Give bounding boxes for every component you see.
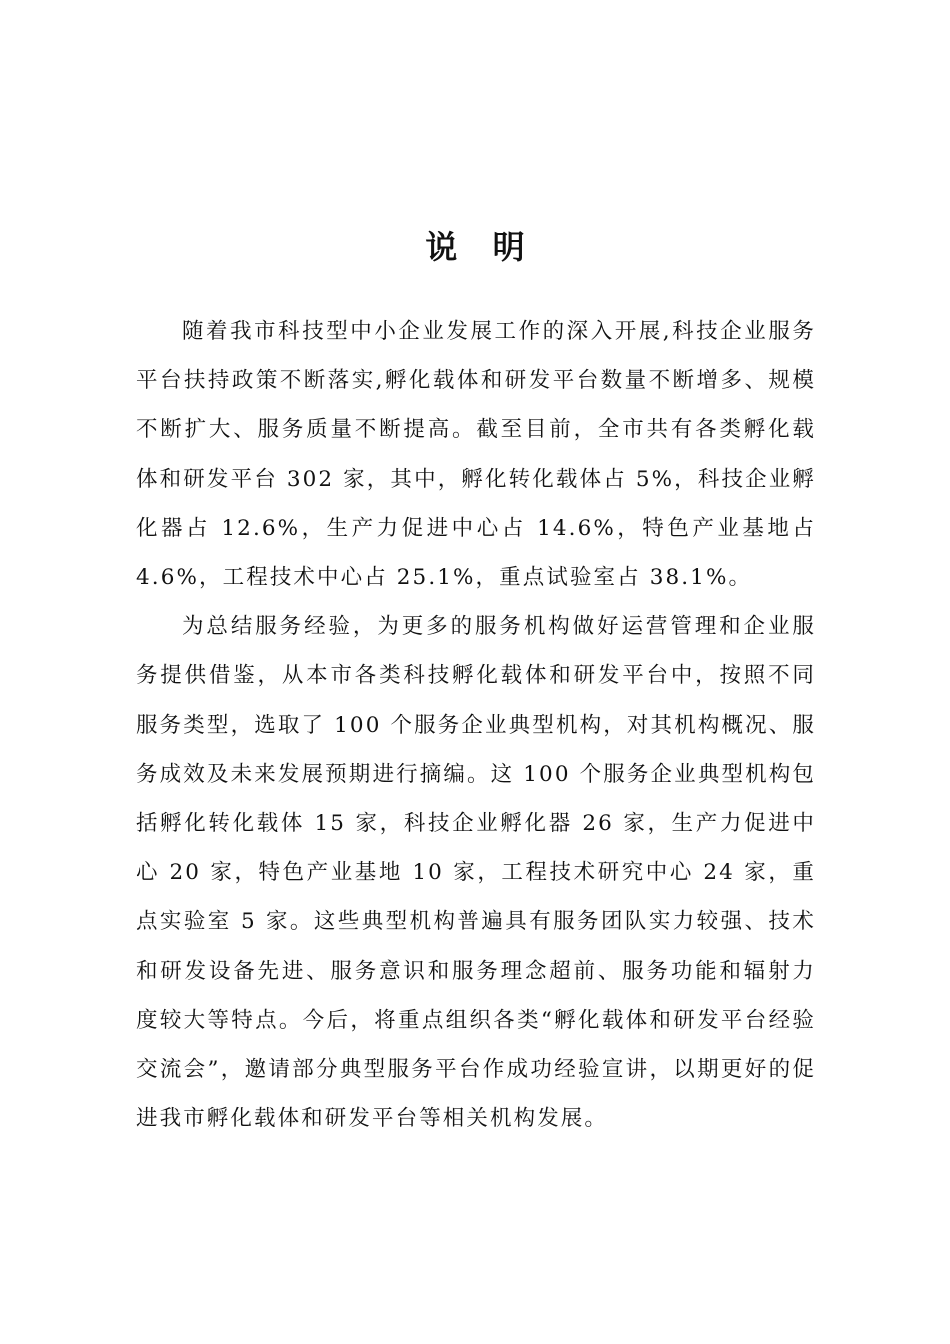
document-title: 说 明	[425, 228, 537, 267]
paragraph-1: 随着我市科技型中小企业发展工作的深入开展,科技企业服务平台扶持政策不断落实,孵化载体和研发平台数量不断增多、规模不断扩大、服务质量不断提高。截至目前，全市共有各类孵化载体和研发平台 302 家，其中，孵化转化载体占 5%，科技企业孵化器占 12.6%，生产力促进中心占 14.6%，特色产业基地占 4.6%，工程技术中心占 25.1%，重点试验室占 38.1%。	[136, 319, 816, 591]
paragraph-2: 为总结服务经验，为更多的服务机构做好运营管理和企业服务提供借鉴，从本市各类科技孵化载体和研发平台中，按照不同服务类型，选取了 100 个服务企业典型机构，对其机构概况、服务成效及未来发展预期进行摘编。这 100 个服务企业典型机构包括孵化转化载体 15 家，科技企业孵化器 26 家，生产力促进中心 20 家，特色产业基地 10 家，工程技术研究中心 24 家，重点实验室 5 家。这些典型机构普遍具有服务团队实力较强、技术和研发设备先进、服务意识和服务理念超前、服务功能和辐射力度较大等特点。今后，将重点组织各类“孵化载体和研发平台经验交流会”，邀请部分典型服务平台作成功经验宣讲，以期更好的促进我市孵化载体和研发平台等相关机构发展。	[136, 614, 816, 1132]
document-body	[136, 307, 816, 1143]
